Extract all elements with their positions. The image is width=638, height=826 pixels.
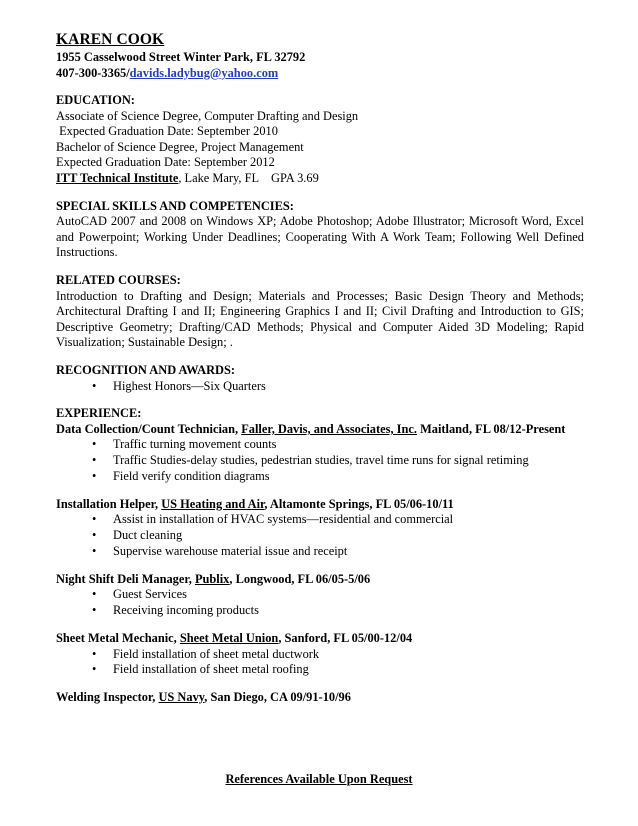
job-title <box>56 572 584 588</box>
resume-page <box>56 30 584 706</box>
duty-text: Duct cleaning <box>113 528 183 543</box>
duty-text: Receiving incoming products <box>113 603 259 618</box>
bullet: • <box>92 378 97 393</box>
awards-list <box>56 379 584 395</box>
duty-text: Assist in installation of HVAC systems—residential and commercial <box>113 512 454 527</box>
school-name: ITT Technical Institute <box>56 170 179 185</box>
experience-heading: EXPERIENCE: <box>56 406 142 421</box>
bullet: • <box>92 646 97 661</box>
list-item <box>56 587 584 603</box>
job-title <box>56 631 584 647</box>
duty-text: Field verify condition diagrams <box>113 469 270 484</box>
job-duties <box>56 512 584 559</box>
job-employer: Faller, Davis, and Associates, Inc. <box>241 421 417 436</box>
address: 1955 Casselwood Street Winter Park, FL 32792 <box>56 50 306 64</box>
school-details: , Lake Mary, FL GPA 3.69 <box>178 170 319 185</box>
education-heading: EDUCATION: <box>56 93 135 107</box>
job-employer: US Heating and Air <box>161 496 265 511</box>
duty-text: Supervise warehouse material issue and receipt <box>113 544 348 559</box>
job-duties <box>56 437 584 484</box>
job-role: Sheet Metal Mechanic, <box>56 631 180 646</box>
list-item <box>56 528 584 544</box>
list-item <box>56 453 584 469</box>
skills-heading: SPECIAL SKILLS AND COMPETENCIES: <box>56 198 294 213</box>
list-item <box>56 512 584 528</box>
phone: 407-300-3365/ <box>56 66 130 80</box>
list-item <box>56 379 584 395</box>
job-role: Night Shift Deli Manager, <box>56 571 195 586</box>
job-location-dates: , Longwood, FL 06/05-5/06 <box>229 571 371 586</box>
duty-text: Field installation of sheet metal roofing <box>113 662 309 677</box>
list-item <box>56 469 584 485</box>
bullet: • <box>92 512 97 527</box>
duty-text: Guest Services <box>113 587 187 602</box>
job-employer: Publix <box>194 571 230 586</box>
duty-text: Traffic turning movement counts <box>113 437 277 452</box>
job-location-dates: , Sanford, FL 05/00-12/04 <box>278 631 413 646</box>
bullet: • <box>92 469 97 484</box>
references-note: References Available Upon Request <box>225 772 413 786</box>
list-item <box>56 647 584 663</box>
email-link[interactable]: davids.ladybug@yahoo.com <box>129 66 279 80</box>
job-duties <box>56 647 584 679</box>
duty-text: Field installation of sheet metal ductwork <box>113 646 320 661</box>
job-title <box>56 497 584 513</box>
resume-name: KAREN COOK <box>56 31 165 48</box>
job-title <box>56 422 584 438</box>
contact-line <box>56 65 584 81</box>
job-role: Data Collection/Count Technician, <box>56 421 242 436</box>
courses-heading: RELATED COURSES: <box>56 272 181 287</box>
skills-text: AutoCAD 2007 and 2008 on Windows XP; Adobe Photoshop; Adobe Illustrator; Microsoft Word, Excel and Powerpoint; Working Under Deadlines; Cooperating With A Work Team; Following Well Defined Instructions. <box>56 214 584 260</box>
job-role: Welding Inspector, <box>56 690 159 705</box>
duty-text: Traffic Studies-delay studies, pedestrian studies, travel time runs for signal retiming <box>113 453 529 468</box>
award-text: Highest Honors—Six Quarters <box>113 378 266 393</box>
school-line <box>56 171 584 187</box>
bullet: • <box>92 437 97 452</box>
courses-text: Introduction to Drafting and Design; Materials and Processes; Basic Design Theory and Methods; Architectural Drafting I and II; Engineering Graphics I and II; Civil Drafting and Introduction to GIS; Descriptive Geometry; Drafting/CAD Methods; Physical and Computer Aided 3D Modeling; Rapid Visualization; Sustainable Design; . <box>56 288 584 350</box>
job-location-dates: , San Diego, CA 09/91-10/96 <box>204 690 351 705</box>
bullet: • <box>92 662 97 677</box>
bullet: • <box>92 587 97 602</box>
education-line: Associate of Science Degree, Computer Drafting and Design <box>56 108 359 123</box>
awards-heading: RECOGNITION AND AWARDS: <box>56 362 236 377</box>
job-employer: US Navy <box>158 690 205 705</box>
job-location-dates: Maitland, FL 08/12-Present <box>416 421 566 436</box>
bullet: • <box>92 544 97 559</box>
bullet: • <box>92 603 97 618</box>
list-item <box>56 544 584 560</box>
job-employer: Sheet Metal Union <box>179 631 279 646</box>
education-line: Bachelor of Science Degree, Project Management <box>56 139 304 154</box>
list-item <box>56 662 584 678</box>
job-title <box>56 690 584 706</box>
education-line: Expected Graduation Date: September 2010 <box>56 124 278 139</box>
job-location-dates: , Altamonte Springs, FL 05/06-10/11 <box>264 496 454 511</box>
job-duties <box>56 587 584 619</box>
job-role: Installation Helper, <box>56 496 162 511</box>
education-line: Expected Graduation Date: September 2012 <box>56 155 275 170</box>
bullet: • <box>92 528 97 543</box>
list-item <box>56 437 584 453</box>
bullet: • <box>92 453 97 468</box>
list-item <box>56 603 584 619</box>
